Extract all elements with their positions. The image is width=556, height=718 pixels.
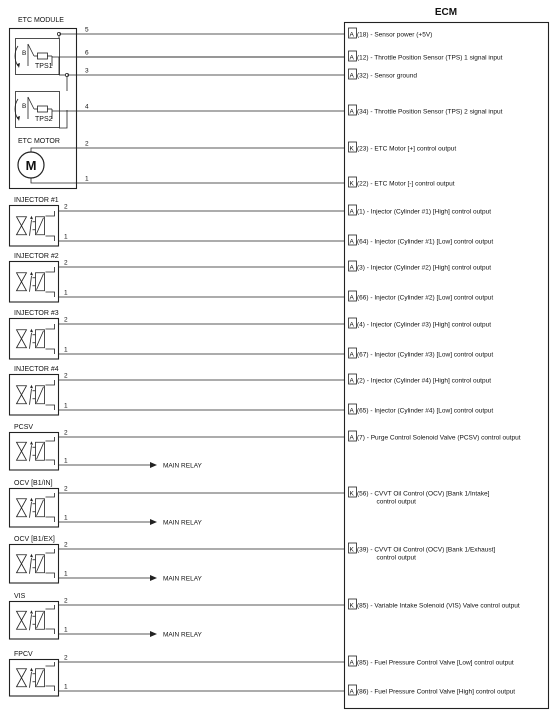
signal-label: (67) - Injector (Cylinder #3) [Low] control output bbox=[357, 351, 494, 359]
connector-letter: A bbox=[349, 688, 354, 696]
valve-block bbox=[10, 366, 494, 415]
component-box bbox=[10, 433, 59, 471]
signal-label: (2) - Injector (Cylinder #4) [High] control output bbox=[357, 377, 492, 385]
ecm-signal-label bbox=[349, 261, 492, 272]
pin-number: 1 bbox=[85, 175, 89, 183]
signal-label: (66) - Injector (Cylinder #2) [Low] control output bbox=[357, 294, 494, 302]
signal-label-line2: control output bbox=[376, 554, 416, 562]
pin-number: 1 bbox=[64, 514, 68, 522]
connector-letter: A bbox=[349, 238, 354, 246]
connector-letter: A bbox=[349, 659, 354, 667]
connector-letter: A bbox=[349, 72, 354, 80]
pin-number: 1 bbox=[64, 626, 68, 634]
valve-block bbox=[10, 536, 496, 583]
etc-row bbox=[52, 104, 503, 116]
component-box bbox=[10, 262, 59, 303]
component-title: PCSV bbox=[14, 424, 34, 431]
valve-block bbox=[10, 253, 494, 302]
connector-letter: A bbox=[349, 54, 354, 62]
ecm-signal-label bbox=[349, 69, 418, 80]
signal-label: (39) - CVVT Oil Control (OCV) [Bank 1/Exhaust] bbox=[357, 546, 496, 554]
signal-label: (86) - Fuel Pressure Control Valve [High] control output bbox=[357, 688, 516, 696]
tps2-label: TPS2 bbox=[35, 116, 53, 123]
valve-block bbox=[10, 197, 494, 246]
signal-label: (85) - Fuel Pressure Control Valve [Low] control output bbox=[357, 659, 514, 667]
signal-label: (12) - Throttle Position Sensor (TPS) 1 signal input bbox=[357, 54, 503, 62]
connector-letter: A bbox=[349, 264, 354, 272]
valve-block bbox=[10, 424, 521, 470]
pin-number: 2 bbox=[85, 140, 89, 148]
signal-label: (18) - Sensor power (+5V) bbox=[357, 31, 433, 39]
component-title: OCV [B1/IN] bbox=[14, 480, 53, 487]
ecm-title: ECM bbox=[434, 7, 458, 18]
ecm-signal-label bbox=[349, 291, 494, 302]
valve-block bbox=[10, 651, 516, 696]
pin-number: 2 bbox=[64, 485, 68, 493]
pin-number: 1 bbox=[64, 457, 68, 465]
etc-row bbox=[59, 27, 432, 39]
ecm-signal-label bbox=[349, 656, 514, 667]
ecm-signal-label bbox=[349, 487, 490, 506]
connector-letter: A bbox=[349, 407, 354, 415]
ecm-signal-label bbox=[349, 28, 433, 39]
signal-label: (64) - Injector (Cylinder #1) [Low] control output bbox=[357, 238, 494, 246]
main-relay-label: MAIN RELAY bbox=[163, 462, 202, 470]
pin-number: 1 bbox=[64, 402, 68, 410]
connector-letter: A bbox=[349, 294, 354, 302]
connector-letter: K bbox=[349, 602, 354, 610]
etc-motor-title: ETC MOTOR bbox=[18, 138, 60, 145]
etc-row bbox=[52, 50, 503, 76]
etc-motor-symbol: M bbox=[25, 158, 37, 173]
connector-letter: A bbox=[349, 321, 354, 329]
pin-number: 1 bbox=[64, 570, 68, 578]
connector-letter: K bbox=[349, 490, 354, 498]
connector-letter: A bbox=[349, 377, 354, 385]
signal-label: (85) - Variable Intake Solenoid (VIS) Valve control output bbox=[357, 602, 520, 610]
etc-row bbox=[67, 68, 417, 80]
pin-number: 6 bbox=[85, 49, 89, 57]
valve-block bbox=[10, 310, 494, 359]
ecm-signal-label bbox=[349, 374, 492, 385]
pin-number: 2 bbox=[64, 654, 68, 662]
main-relay-label: MAIN RELAY bbox=[163, 631, 202, 639]
ecm-signal-label bbox=[349, 599, 520, 610]
pin-number: 2 bbox=[64, 429, 68, 437]
etc-signal-rows bbox=[52, 27, 503, 188]
signal-label: (32) - Sensor ground bbox=[357, 72, 417, 80]
ecm-signal-label bbox=[349, 51, 503, 62]
etc-module-box bbox=[10, 29, 77, 189]
signal-label: (1) - Injector (Cylinder #1) [High] control output bbox=[357, 208, 492, 216]
ecm-signal-label bbox=[349, 205, 492, 216]
pin-number: 3 bbox=[85, 67, 89, 75]
signal-label: (7) - Purge Control Solenoid Valve (PCSV) control output bbox=[357, 434, 521, 442]
ecm-signal-label bbox=[349, 431, 521, 442]
component-box bbox=[10, 489, 59, 528]
connector-letter: A bbox=[349, 434, 354, 442]
ecm-signal-label bbox=[349, 235, 494, 246]
pin-number: 2 bbox=[64, 372, 68, 380]
arrow-right-icon bbox=[150, 575, 157, 581]
main-relay-label: MAIN RELAY bbox=[163, 519, 202, 527]
ecm-signal-label bbox=[349, 318, 492, 329]
ecm-signal-label bbox=[349, 105, 503, 116]
valve-blocks bbox=[10, 197, 521, 696]
ecm-signal-label bbox=[349, 142, 457, 153]
component-title: INJECTOR #2 bbox=[14, 253, 59, 260]
signal-label: (4) - Injector (Cylinder #3) [High] control output bbox=[357, 321, 492, 329]
component-box bbox=[10, 375, 59, 416]
component-title: INJECTOR #4 bbox=[14, 366, 59, 373]
component-title: OCV [B1/EX] bbox=[14, 536, 55, 543]
component-box bbox=[10, 319, 59, 360]
connector-letter: A bbox=[349, 208, 354, 216]
pin-number: 2 bbox=[64, 203, 68, 211]
signal-label: (34) - Throttle Position Sensor (TPS) 2 signal input bbox=[357, 108, 503, 116]
ecm-signal-label bbox=[349, 348, 494, 359]
pin-number: 1 bbox=[64, 289, 68, 297]
signal-label: (22) - ETC Motor [-] control output bbox=[357, 180, 455, 188]
ecm-signal-label bbox=[349, 543, 496, 562]
connector-letter: K bbox=[349, 546, 354, 554]
svg-text:B: B bbox=[22, 103, 27, 110]
component-box bbox=[10, 206, 59, 247]
svg-text:B: B bbox=[22, 50, 27, 57]
ecm-signal-label bbox=[349, 177, 455, 188]
etc-row bbox=[76, 176, 455, 188]
pin-number: 1 bbox=[64, 346, 68, 354]
signal-label: (3) - Injector (Cylinder #2) [High] control output bbox=[357, 264, 492, 272]
connector-letter: A bbox=[349, 108, 354, 116]
pin-number: 2 bbox=[64, 541, 68, 549]
ecm-signal-label bbox=[349, 404, 494, 415]
component-box bbox=[10, 660, 59, 697]
component-title: INJECTOR #1 bbox=[14, 197, 59, 204]
connector-letter: K bbox=[349, 180, 354, 188]
tps1-label: TPS1 bbox=[35, 63, 53, 70]
pin-number: 5 bbox=[85, 26, 89, 34]
arrow-right-icon bbox=[150, 631, 157, 637]
component-title: INJECTOR #3 bbox=[14, 310, 59, 317]
pin-number: 1 bbox=[64, 683, 68, 691]
signal-label-line2: control output bbox=[376, 498, 416, 506]
ecm-signal-label bbox=[349, 685, 516, 696]
etc-row bbox=[76, 141, 456, 153]
component-title: FPCV bbox=[14, 651, 33, 658]
main-relay-label: MAIN RELAY bbox=[163, 575, 202, 583]
pin-number: 4 bbox=[85, 103, 89, 111]
arrow-right-icon bbox=[150, 519, 157, 525]
component-box bbox=[10, 545, 59, 584]
pin-number: 1 bbox=[64, 233, 68, 241]
signal-label: (56) - CVVT Oil Control (OCV) [Bank 1/Intake] bbox=[357, 490, 490, 498]
etc-module-title: ETC MODULE bbox=[18, 17, 64, 24]
valve-block bbox=[10, 480, 490, 527]
component-title: VIS bbox=[14, 593, 26, 600]
signal-label: (65) - Injector (Cylinder #4) [Low] control output bbox=[357, 407, 494, 415]
pin-number: 2 bbox=[64, 316, 68, 324]
pin-number: 2 bbox=[64, 259, 68, 267]
arrow-right-icon bbox=[150, 462, 157, 468]
pin-number: 2 bbox=[64, 597, 68, 605]
connector-letter: A bbox=[349, 31, 354, 39]
component-box bbox=[10, 602, 59, 640]
connector-letter: A bbox=[349, 351, 354, 359]
connector-letter: K bbox=[349, 145, 354, 153]
signal-label: (23) - ETC Motor [+] control output bbox=[357, 145, 457, 153]
valve-block bbox=[10, 593, 520, 639]
